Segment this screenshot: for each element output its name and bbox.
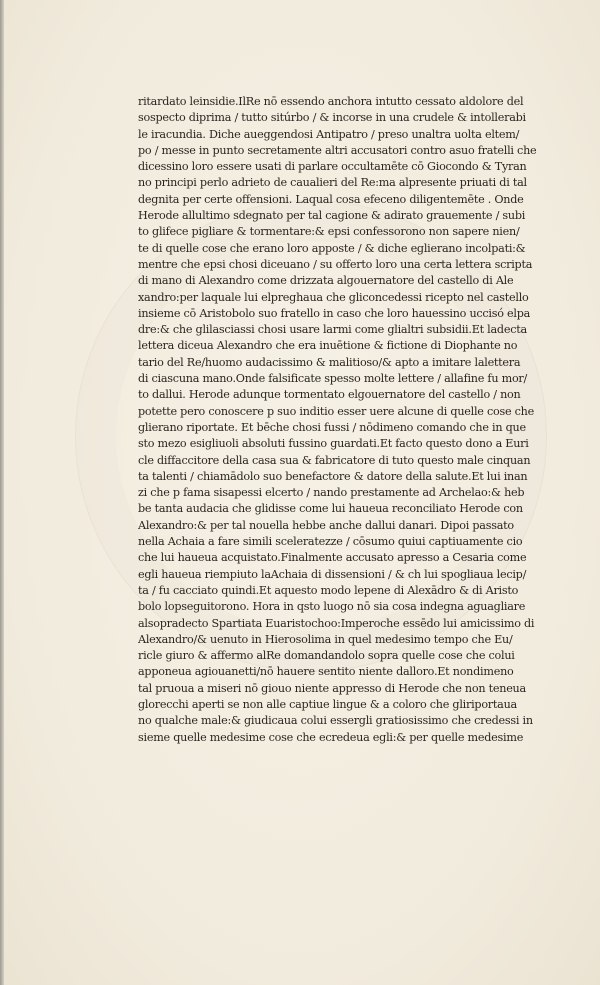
text-line: Alexandro/& uenuto in Hierosolima in quel medesimo tempo che Eu/ — [138, 632, 513, 646]
text-line: to dallui. Herode adunque tormentato elgouernatore del castello / non — [138, 388, 521, 402]
text-line: glorecchi aperti se non alle captiue lingue & a coloro che gliriportaua — [138, 697, 517, 711]
text-line: mentre che epsi chosi diceuano / su offerto loro una certa lettera scripta — [138, 257, 533, 271]
text-line: ritardato leinsidie.IlRe nō essendo anchora intutto cessato aldolore del — [138, 95, 524, 108]
text-line: apponeua agiouanetti/nō hauere sentito niente dalloro.Et nondimeno — [138, 665, 514, 679]
text-line: xandro:per laquale lui elpreghaua che gliconcedessi ricepto nel castello — [138, 290, 529, 304]
text-line: ricle giuro & affermo alRe domandandolo sopra quelle cose che colui — [138, 649, 515, 663]
text-line: te di quelle cose che erano loro apposte / & diche eglierano incolpati:& — [138, 241, 526, 255]
text-line: po / messe in punto secretamente altri accusatori contro asuo fratelli che — [138, 143, 537, 157]
text-line: Herode allultimo sdegnato per tal cagione & adirato grauemente / subi — [138, 209, 526, 223]
text-line: sieme quelle medesime cose che ecredeua egli:& per quelle medesime — [138, 730, 524, 744]
text-line: di ciascuna mano.Onde falsificate spesso molte lettere / allafine fu mor/ — [138, 372, 528, 386]
text-line: to glifece pigliare & tormentare:& epsi confessorono non sapere nien/ — [138, 225, 520, 239]
text-line: ta talenti / chiamādolo suo benefactore & datore della salute.Et lui inan — [138, 469, 528, 483]
text-line: glierano riportate. Et bēche chosi fussi / nōdimeno comando che in que — [138, 420, 526, 434]
text-line: sto mezo esigliuoli absoluti fussino guardati.Et facto questo dono a Euri — [138, 437, 529, 451]
text-line: dre:& che glilasciassi chosi usare larmi come glialtri subsidii.Et ladecta — [138, 323, 527, 337]
text-line: no qualche male:& giudicaua colui essergli gratiosissimo che credessi in — [138, 714, 533, 728]
text-line: che lui haueua acquistato.Finalmente accusato apresso a Cesaria come — [138, 551, 527, 565]
text-line: zi che p fama sisapessi elcerto / nando prestamente ad Archelao:& heb — [138, 486, 525, 500]
text-line: degnita per certe offensioni. Laqual cosa efeceno diligentemēte . Onde — [138, 192, 524, 206]
text-line: sospecto diprima / tutto sitúrbo / & incorse in una crudele & intollerabi — [138, 111, 526, 125]
text-block — [138, 94, 584, 746]
text-line: tario del Re/huomo audacissimo & malitioso/& apto a imitare lalettera — [138, 355, 521, 369]
text-line: alsopradecto Spartiata Euaristochoo:Imperoche essēdo lui amicissimo di — [138, 616, 535, 630]
text-line: potette pero conoscere p suo inditio esser uere alcune di quelle cose che — [138, 404, 534, 418]
text-line: ta / fu cacciato quindi.Et aquesto modo lepene di Alexādro & di Aristo — [138, 583, 519, 597]
page-edge-shadow — [0, 0, 4, 985]
text-line: di mano di Alexandro come drizzata algouernatore del castello di Ale — [138, 274, 514, 288]
text-line: lettera diceua Alexandro che era inuētione & fictione di Diophante no — [138, 339, 518, 353]
text-line: dicessino loro essere usati di parlare occultamēte cō Giocondo & Tyran — [138, 160, 527, 174]
text-line: cle diffaccitore della casa sua & fabricatore di tuto questo male cinquan — [138, 453, 531, 467]
text-line: no principi perlo adrieto de caualieri del Re:ma alpresente priuati di tal — [138, 176, 527, 190]
text-line: insieme cō Aristobolo suo fratello in caso che loro hauessino uccisó elpa — [138, 306, 531, 320]
text-line: bolo lopseguitorono. Hora in qsto luogo nō sia cosa indegna aguagliare — [138, 600, 526, 614]
text-line: Alexandro:& per tal nouella hebbe anche dallui danari. Dipoi passato — [138, 518, 514, 532]
text-line: be tanta audacia che glidisse come lui haueua reconciliato Herode con — [138, 502, 523, 516]
text-line: egli haueua riempiuto laAchaia di dissensioni / & ch lui spogliaua lecip/ — [138, 567, 527, 581]
text-line: nella Achaia a fare simili sceleratezze / cōsumo quiui captiuamente cio — [138, 535, 523, 549]
text-line: le iracundia. Diche aueggendosi Antipatro / preso unaltra uolta eltem/ — [138, 127, 520, 141]
text-line: tal pruoua a miseri nō giouo niente appresso di Herode che non teneua — [138, 681, 526, 695]
